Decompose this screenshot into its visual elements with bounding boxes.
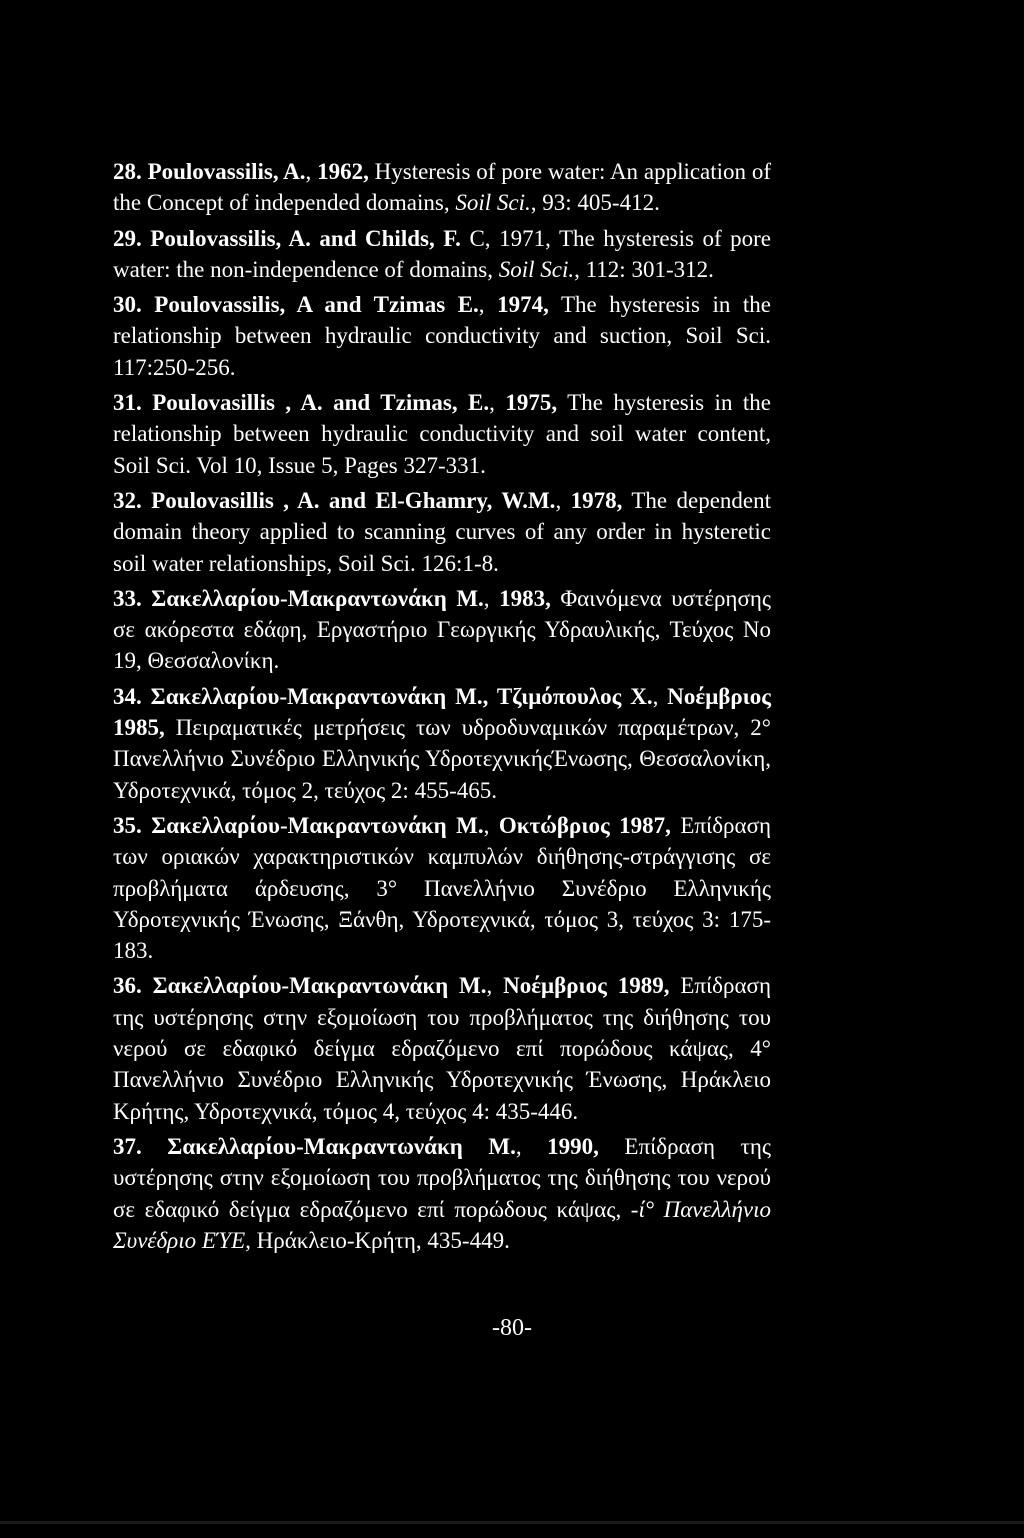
reference-text: The hysteresis in the relationship between hydraulic conductivity and soil water content, Soil Sci. Vol 10, Issue 5, Pages 327-331. — [113, 390, 772, 478]
reference-year: Οκτώβριος 1987, — [498, 812, 671, 838]
reference-year: 1983, — [499, 585, 551, 611]
reference-number: 33. — [113, 585, 142, 611]
reference-text: Hysteresis of pore water: An application of the Concept of independed domains, — [113, 159, 772, 216]
reference-year: 1978, — [570, 487, 623, 513]
reference-text: C, 1971, The hysteresis of pore water: the non-independence of domains, — [113, 225, 772, 282]
reference-text: Φαινόμενα υστέρησης σε ακόρεστα εδάφη, Εργαστήριο Γεωργικής Υδραυλικής, Τεύχος Νο 19, Θεσσαλονίκη. — [113, 585, 771, 674]
reference-34: 34. Σακελλαρίου-Μακραντωνάκη Μ., Τζιμόπουλος Χ., Νοέμβριος 1985, Πειραματικές μετρήσεις των υδροδυναμικών παραμέτρων, 2° Πανελλήνιο Συνέδριο Ελληνικής ΥδροτεχνικήςΈνωσης, Θεσσαλονίκη, Υδροτεχνικά, τόμος 2, τεύχος 2: 455-465. — [113, 683, 772, 803]
reference-text-end: , 112: 301-312. — [574, 256, 714, 282]
reference-number: 30. — [113, 292, 142, 318]
reference-number: 34. — [113, 683, 142, 709]
reference-author: Poulovassilis, A. — [147, 159, 306, 184]
reference-author: Σακελλαρίου-Μακραντωνάκη Μ. — [151, 812, 484, 838]
reference-number: 32. — [113, 487, 142, 513]
reference-number: 37. — [113, 1133, 142, 1159]
reference-author: Σακελλαρίου-Μακραντωνάκη Μ. — [151, 585, 484, 611]
reference-journal: -ί° Πανελλήνιο Συνέδριο ΕΎΕ, — [113, 1196, 771, 1253]
reference-author: Σακελλαρίου-Μακραντωνάκη Μ. — [167, 1133, 516, 1159]
reference-author: Poulovasillis , A. and El-Ghamry, W.M. — [151, 487, 556, 513]
reference-year: 1974, — [497, 292, 549, 318]
reference-year: Νοέμβριος 1989, — [503, 973, 670, 999]
reference-number: 36. — [113, 973, 142, 999]
reference-author: Σακελλαρίου-Μακραντωνάκη Μ., Τζιμόπουλος Χ. — [150, 683, 653, 709]
reference-33: 33. Σακελλαρίου-Μακραντωνάκη Μ., 1983, Φαινόμενα υστέρησης σε ακόρεστα εδάφη, Εργαστήριο Γεωργικής Υδραυλικής, Τεύχος Νο 19, Θεσσαλονίκη. — [113, 585, 771, 674]
reference-29 — [113, 223, 771, 286]
reference-text: Επίδραση της υστέρησης στην εξομοίωση του προβλήματος της διήθησης του νερού σε εδαφικό δείγμα εδραζόμενο επί πορώδους κάψας, 4° Πανελλήνιο Συνέδριο Ελληνικής Υδροτεχνικής Ένωσης, Ηράκλειο Κρήτης, Υδροτεχνικά, τόμος 4, τεύχος 4: 435-446. — [113, 973, 771, 1124]
reference-text: The dependent domain theory applied to scanning curves of any order in hysteretic soil water relationships, Soil Sci. 126:1-8. — [113, 487, 772, 576]
reference-list — [113, 156, 771, 1256]
reference-text: Επίδραση των οριακών χαρακτηριστικών καμπυλών διήθησης-στράγγισης σε προβλήματα άρδευσης, 3° Πανελλήνιο Συνέδριο Ελληνικής Υδροτεχνικής Ένωσης, Ξάνθη, Υδροτεχνικά, τόμος 3, τεύχος 3: 175-183. — [113, 812, 771, 964]
reference-text-end: Ηράκλειο-Κρήτη, 435-449. — [250, 1227, 510, 1253]
reference-author: Poulovasillis , A. and Tzimas, E. — [152, 390, 490, 416]
reference-36: 36. Σακελλαρίου-Μακραντωνάκη Μ., Νοέμβριος 1989, Επίδραση της υστέρησης στην εξομοίωση του προβλήματος της διήθησης του νερού σε εδαφικό δείγμα εδραζόμενο επί πορώδους κάψας, 4° Πανελλήνιο Συνέδριο Ελληνικής Υδροτεχνικής Ένωσης, Ηράκλειο Κρήτης, Υδροτεχνικά, τόμος 4, τεύχος 4: 435-446. — [113, 973, 771, 1124]
reference-text-end: , 93: 405-412. — [530, 190, 660, 216]
reference-number: 28. — [113, 159, 142, 184]
reference-number: 35. — [113, 812, 142, 838]
reference-35: 35. Σακελλαρίου-Μακραντωνάκη Μ., Οκτώβριος 1987, Επίδραση των οριακών χαρακτηριστικών καμπυλών διήθησης-στράγγισης σε προβλήματα άρδευσης, 3° Πανελλήνιο Συνέδριο Ελληνικής Υδροτεχνικής Ένωσης, Ξάνθη, Υδροτεχνικά, τόμος 3, τεύχος 3: 175-183. — [113, 812, 771, 964]
reference-text: Επίδραση της υστέρησης στην εξομοίωση του προβλήματος της διήθησης του νερού σε εδαφικό δείγμα εδραζόμενο επί πορώδους κάψας, — [113, 1133, 771, 1222]
reference-28: 28. Poulovassilis, A., 1962, Hysteresis of pore water: An application of the Concept of independed domains, Soil Sci., 93: 405-412. — [113, 159, 772, 216]
reference-year: 1975, — [505, 390, 558, 416]
reference-year: 1990, — [547, 1133, 599, 1159]
reference-year: 1962, — [317, 159, 369, 184]
reference-32: 32. Poulovasillis , A. and El-Ghamry, W.M., 1978, The dependent domain theory applied to scanning curves of any order in hysteretic soil water relationships, Soil Sci. 126:1-8. — [113, 487, 772, 576]
scan-edge-divider — [0, 1521, 1024, 1524]
reference-31: 31. Poulovasillis , A. and Tzimas, E., 1975, The hysteresis in the relationship between hydraulic conductivity and soil water content, Soil Sci. Vol 10, Issue 5, Pages 327-331. — [113, 390, 772, 478]
reference-37: 37. Σακελλαρίου-Μακραντωνάκη Μ., 1990, Επίδραση της υστέρησης στην εξομοίωση του προβλήματος της διήθησης του νερού σε εδαφικό δείγμα εδραζόμενο επί πορώδους κάψας, -ί° Πανελλήνιο Συνέδριο ΕΎΕ, Ηράκλειο-Κρήτη, 435-449. — [113, 1133, 771, 1253]
page-number: -80- — [492, 1315, 532, 1341]
reference-30: 30. Poulovassilis, A and Tzimas E., 1974, The hysteresis in the relationship between hydraulic conductivity and suction, Soil Sci. 117:250-256. — [113, 292, 771, 380]
reference-author: Poulovassilis, A. and Childs, F. — [150, 225, 461, 251]
reference-year: Νοέμβριος 1985, — [113, 683, 772, 741]
reference-number: 29. — [113, 225, 142, 251]
reference-text: Πειραματικές μετρήσεις των υδροδυναμικών παραμέτρων, 2° Πανελλήνιο Συνέδριο Ελληνικής ΥδροτεχνικήςΈνωσης, Θεσσαλονίκη, Υδροτεχνικά, τόμος 2, τεύχος 2: 455-465. — [113, 715, 771, 803]
reference-author: Σακελλαρίου-Μακραντωνάκη Μ. — [152, 973, 487, 999]
reference-journal: Soil Sci. — [455, 190, 531, 216]
reference-text: The hysteresis in the relationship between hydraulic conductivity and suction, Soil Sci. 117:250-256. — [113, 292, 771, 380]
reference-number: 31. — [113, 390, 142, 416]
reference-author: Poulovassilis, A and Tzimas E. — [154, 292, 479, 318]
reference-journal: Soil Sci. — [498, 256, 575, 282]
